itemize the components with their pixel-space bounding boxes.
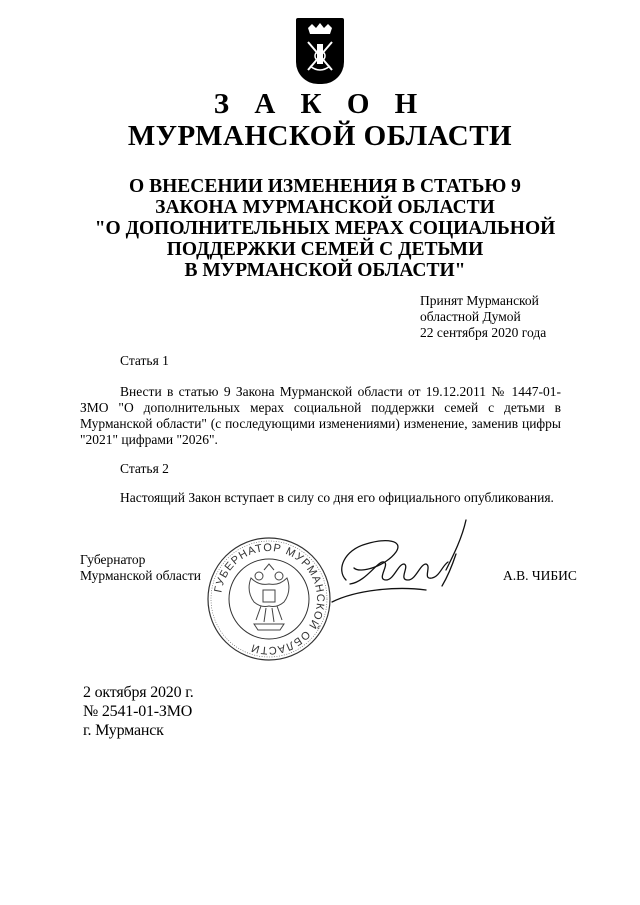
title-line: ЗАКОНА МУРМАНСКОЙ ОБЛАСТИ <box>155 197 495 218</box>
signing-date: 2 октября 2020 г. <box>83 684 194 701</box>
governor-title <box>80 552 201 584</box>
region-heading: МУРМАНСКОЙ ОБЛАСТИ <box>127 120 513 152</box>
article-2-heading: Статья 2 <box>120 461 169 476</box>
adoption-line: областной Думой <box>420 309 521 324</box>
article-1-text: Внести в статью 9 Закона Мурманской области от 19.12.2011 № 1447-01-ЗМО "О дополнительных мерах социальной поддержки семей с детьми в Мурманской области" (с последующими изменениями) изменение, заменив цифры "2021" цифрами "2026". <box>80 384 561 447</box>
adoption-date: 22 сентября 2020 года <box>420 325 547 340</box>
title-line: О ВНЕСЕНИИ ИЗМЕНЕНИЯ В СТАТЬЮ 9 <box>129 176 521 197</box>
article-1-heading: Статья 1 <box>120 353 169 368</box>
registration-number: № 2541-01-ЗМО <box>83 703 193 720</box>
signing-place: г. Мурманск <box>83 722 164 739</box>
seal-ring-text: ГУБЕРНАТОР МУРМАНСКОЙ ОБЛАСТИ <box>212 541 327 657</box>
law-heading: З А К О Н <box>213 88 427 120</box>
registration-block <box>83 683 194 740</box>
governor-signature <box>326 510 476 618</box>
official-seal <box>206 536 332 662</box>
adoption-note <box>420 293 546 341</box>
title-line: "О ДОПОЛНИТЕЛЬНЫХ МЕРАХ СОЦИАЛЬНОЙ <box>94 218 556 239</box>
governor-title-line: Губернатор <box>80 552 146 567</box>
article-2-text: Настоящий Закон вступает в силу со дня его официального опубликования. <box>120 490 554 505</box>
coat-of-arms-emblem <box>296 18 344 84</box>
title-line: В МУРМАНСКОЙ ОБЛАСТИ" <box>184 260 466 281</box>
governor-name: А.В. ЧИБИС <box>503 568 577 583</box>
law-title <box>60 176 590 281</box>
governor-title-line: Мурманской области <box>80 568 201 583</box>
title-line: ПОДДЕРЖКИ СЕМЕЙ С ДЕТЬМИ <box>166 239 484 260</box>
adoption-line: Принят Мурманской <box>420 293 539 308</box>
